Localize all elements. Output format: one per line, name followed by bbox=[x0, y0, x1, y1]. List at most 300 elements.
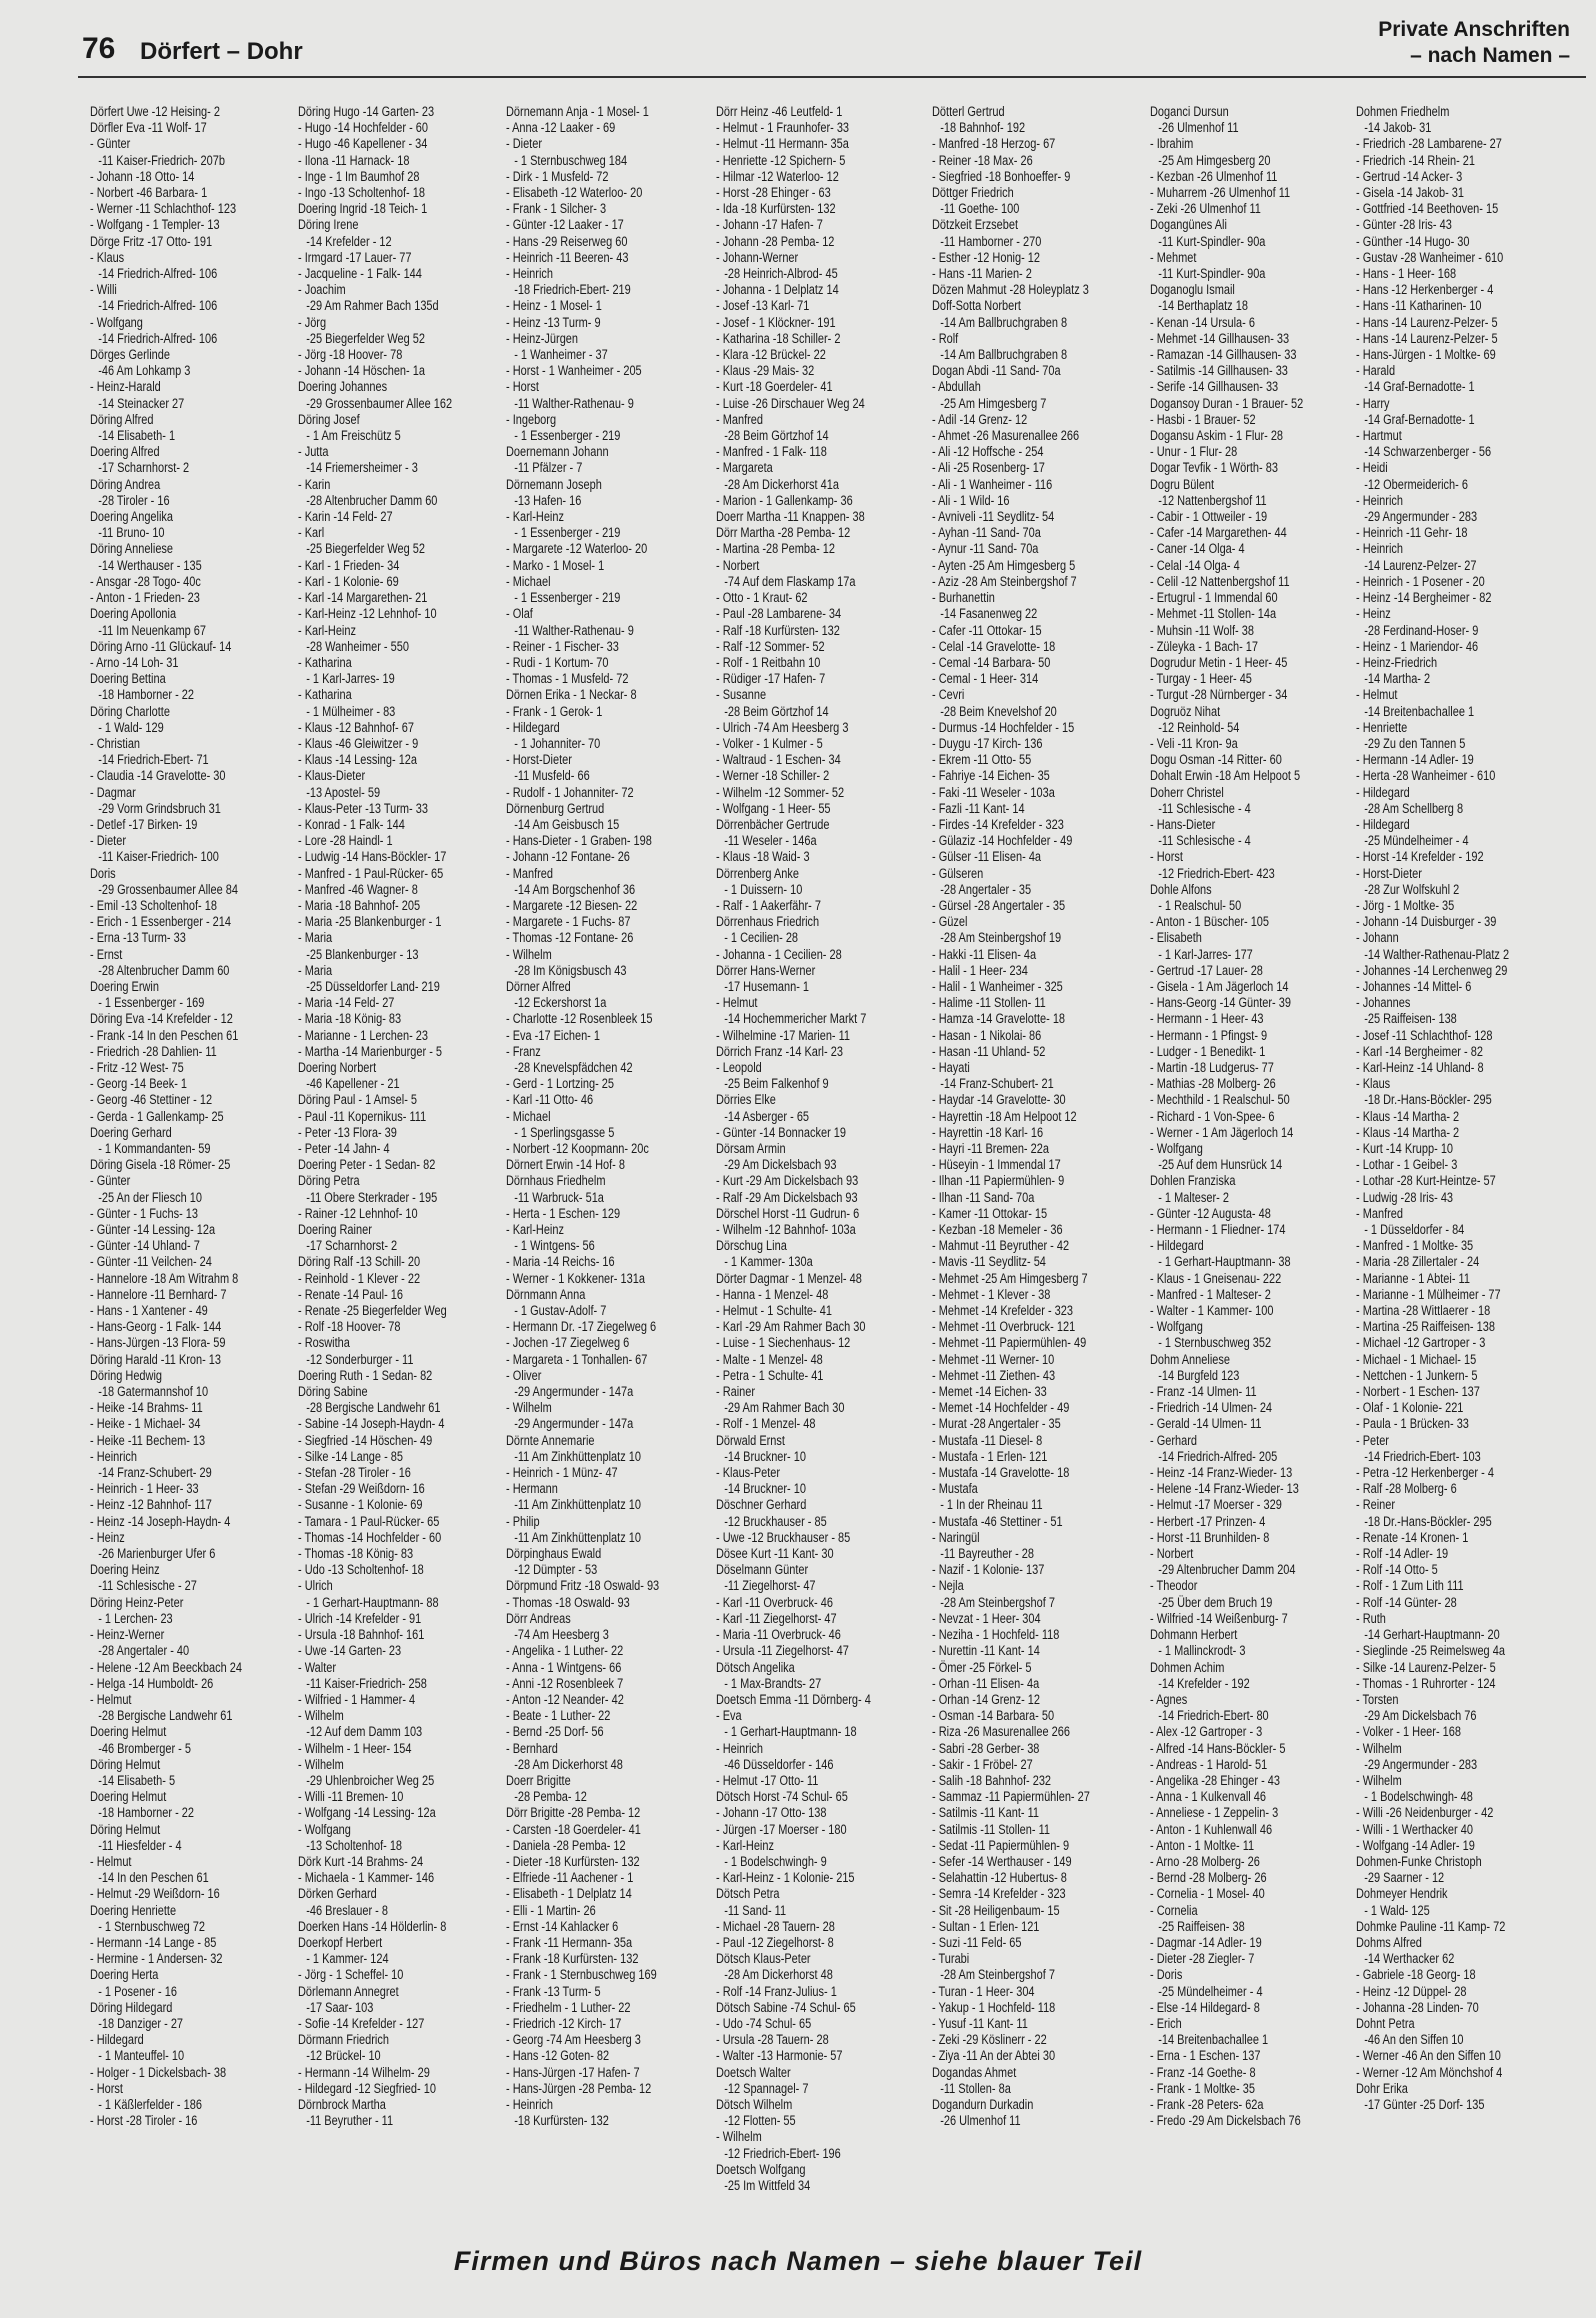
directory-entry: - Turgut -28 Nürnberger - 34 bbox=[1150, 687, 1288, 703]
directory-entry: - Mustafa - 1 Erlen- 121 bbox=[932, 1448, 1048, 1464]
directory-entry: - Horst -28 Tiroler - 16 bbox=[90, 2113, 198, 2129]
directory-entry: - Else -14 Hildegard- 8 bbox=[1150, 1999, 1260, 2015]
directory-entry: - Wilhelm bbox=[506, 1400, 552, 1416]
directory-entry: -28 Bergische Landwehr 61 bbox=[306, 1400, 441, 1416]
directory-entry: - Johannes bbox=[1356, 995, 1411, 1011]
directory-entry: -28 Zur Wolfskuhl 2 bbox=[1364, 881, 1460, 897]
directory-entry: Döring Hugo -14 Garten- 23 bbox=[298, 104, 435, 119]
directory-entry: -14 Krefelder - 12 bbox=[306, 233, 392, 249]
directory-entry: - Hugo -14 Hochfelder - 60 bbox=[298, 120, 429, 136]
directory-entry: -26 Marienburger Ufer 6 bbox=[98, 1546, 216, 1562]
directory-entry: - 1 Lerchen- 23 bbox=[98, 1610, 173, 1626]
directory-entry: - Heinz -14 Franz-Wieder- 13 bbox=[1150, 1465, 1293, 1481]
directory-entry: - 1 Käßlerfelder - 186 bbox=[98, 2096, 202, 2112]
directory-entry: - Ludwig -28 Iris- 43 bbox=[1356, 1189, 1454, 1205]
directory-entry: -12 Brückel- 10 bbox=[306, 2048, 381, 2064]
directory-entry: - Kurt -14 Krupp- 10 bbox=[1356, 1141, 1454, 1156]
directory-entry: Dörrenberg Anke bbox=[716, 865, 800, 881]
directory-column-3 bbox=[506, 104, 666, 2129]
directory-entry: - Arno -14 Loh- 31 bbox=[90, 654, 179, 670]
directory-entry: - Werner -18 Schiller- 2 bbox=[716, 768, 830, 784]
directory-entry: - Rolf - 1 Reitbahn 10 bbox=[716, 654, 821, 670]
directory-entry: - Kenan -14 Ursula- 6 bbox=[1150, 314, 1255, 330]
directory-entry: - 1 Kammer- 124 bbox=[306, 1951, 389, 1967]
directory-entry: - Semra -14 Krefelder - 323 bbox=[932, 1886, 1066, 1902]
directory-entry: - 1 Kommandanten- 59 bbox=[98, 1141, 211, 1156]
directory-entry: -28 Pemba- 12 bbox=[514, 1789, 587, 1805]
directory-entry: -11 Am Zinkhüttenplatz 10 bbox=[514, 1497, 641, 1513]
directory-entry: -11 Kurt-Spindler- 90a bbox=[1158, 266, 1266, 282]
directory-entry: - Jörg - 1 Scheffel- 10 bbox=[298, 1967, 404, 1983]
directory-entry: -14 Berthaplatz 18 bbox=[1158, 298, 1248, 314]
directory-entry: - Kurt -29 Am Dickelsbach 93 bbox=[716, 1173, 859, 1189]
directory-entry: -28 Am Dickerhorst 48 bbox=[514, 1756, 623, 1772]
directory-entry: - Hasan -11 Uhland- 52 bbox=[932, 1043, 1046, 1059]
directory-entry: Dörschel Horst -11 Gudrun- 6 bbox=[716, 1205, 860, 1221]
directory-entry: - Michael -12 Gartroper - 3 bbox=[1356, 1335, 1486, 1351]
directory-entry: - Horst-Dieter bbox=[506, 752, 572, 768]
directory-entry: - Turgay - 1 Heer- 45 bbox=[1150, 671, 1252, 687]
directory-entry: Dohmen-Funke Christoph bbox=[1356, 1853, 1482, 1869]
directory-entry: - Torsten bbox=[1356, 1691, 1399, 1707]
directory-entry: - Rolf -14 Günter- 28 bbox=[1356, 1594, 1457, 1610]
directory-entry: -46 An den Siffen 10 bbox=[1364, 2032, 1464, 2048]
directory-entry: - Günter -12 Augusta- 48 bbox=[1150, 1205, 1271, 1221]
directory-entry: - Manfred - 1 Moltke- 35 bbox=[1356, 1238, 1474, 1254]
directory-entry: - Halil - 1 Wanheimer - 325 bbox=[932, 978, 1063, 994]
directory-entry: - Karl -29 Am Rahmer Bach 30 bbox=[716, 1319, 866, 1335]
directory-entry: - Gustav -28 Wanheimer - 610 bbox=[1356, 249, 1504, 265]
directory-entry: - Jacqueline - 1 Falk- 144 bbox=[298, 266, 422, 282]
directory-entry: - Dagmar bbox=[90, 784, 136, 800]
directory-entry: - Ayhan -11 Sand- 70a bbox=[932, 525, 1041, 541]
directory-entry: - Mavis -11 Seydlitz- 54 bbox=[932, 1254, 1046, 1270]
directory-entry: - Manfred - 1 Falk- 118 bbox=[716, 444, 827, 460]
directory-entry: - Günter -14 Uhland- 7 bbox=[90, 1238, 200, 1254]
directory-entry: - Hans -29 Reiserweg 60 bbox=[506, 233, 628, 249]
directory-entry: - Wolfgang -14 Adler- 19 bbox=[1356, 1837, 1475, 1853]
directory-entry: -14 Krefelder - 192 bbox=[1158, 1675, 1250, 1691]
directory-entry: - Mehmet -14 Gillhausen- 33 bbox=[1150, 330, 1290, 346]
directory-entry: - Hans -11 Katharinen- 10 bbox=[1356, 298, 1482, 314]
directory-entry: - Siegfried -18 Bonhoeffer- 9 bbox=[932, 168, 1071, 184]
directory-entry: Dötsch Klaus-Peter bbox=[716, 1951, 811, 1967]
directory-entry: - Karl-Heinz -12 Lehnhof- 10 bbox=[298, 606, 437, 622]
directory-entry: -11 Hiesfelder - 4 bbox=[98, 1837, 182, 1853]
directory-entry: - Friedrich -28 Dahlien- 11 bbox=[90, 1043, 217, 1059]
directory-entry: Dogandurn Durkadin bbox=[932, 2096, 1034, 2112]
directory-entry: - Klaus -14 Martha- 2 bbox=[1356, 1108, 1460, 1124]
directory-entry: -25 Raiffeisen- 138 bbox=[1364, 1011, 1457, 1027]
directory-entry: - Walter -13 Harmonie- 57 bbox=[716, 2048, 843, 2064]
directory-entry: - Mustafa -46 Stettiner - 51 bbox=[932, 1513, 1063, 1529]
directory-entry: - 1 Mallinckrodt- 3 bbox=[1158, 1643, 1246, 1659]
directory-entry: -12 Nattenbergshof 11 bbox=[1158, 492, 1267, 508]
directory-entry: - Cabir - 1 Ottweiler - 19 bbox=[1150, 509, 1268, 525]
directory-entry: -28 Am Steinbergshof 7 bbox=[940, 1594, 1055, 1610]
directory-entry: - Jürgen -17 Moerser - 180 bbox=[716, 1821, 847, 1837]
directory-entry: -11 Schlesische - 4 bbox=[1158, 800, 1251, 816]
directory-entry: - Bernhard bbox=[506, 1740, 558, 1756]
directory-entry: - Nevzat - 1 Heer- 304 bbox=[932, 1610, 1041, 1626]
directory-entry: - Hanna - 1 Menzel- 48 bbox=[716, 1286, 829, 1302]
directory-entry: - Peter -14 Jahn- 4 bbox=[298, 1141, 390, 1156]
directory-entry: - Udo -74 Schul- 65 bbox=[716, 2015, 812, 2031]
directory-entry: -29 Vorm Grindsbruch 31 bbox=[98, 800, 221, 816]
directory-entry: -28 Bergische Landwehr 61 bbox=[98, 1708, 233, 1724]
directory-entry: - Franz -14 Goethe- 8 bbox=[1150, 2064, 1256, 2080]
directory-entry: - Karl-Heinz -14 Uhland- 8 bbox=[1356, 1059, 1484, 1075]
directory-entry: -14 Schwarzenberger - 56 bbox=[1364, 444, 1492, 460]
directory-entry: - Heinrich bbox=[1356, 492, 1403, 508]
directory-entry: - Ömer -25 Förkel- 5 bbox=[932, 1659, 1032, 1675]
directory-entry: - Claudia -14 Gravelotte- 30 bbox=[90, 768, 226, 784]
directory-entry: - Heike -11 Bechem- 13 bbox=[90, 1432, 206, 1448]
directory-entry: - Stefan -28 Tiroler - 16 bbox=[298, 1465, 411, 1481]
page-title: Dörfert – Dohr bbox=[140, 38, 303, 65]
directory-entry: - Heike -14 Brahms- 11 bbox=[90, 1400, 203, 1416]
directory-entry: - Heinz bbox=[1356, 606, 1391, 622]
directory-entry: Dogangünes Ali bbox=[1150, 217, 1227, 233]
directory-entry: Döring Petra bbox=[298, 1173, 360, 1189]
directory-entry: - Hayati bbox=[932, 1059, 970, 1075]
directory-entry: Dohlen Franziska bbox=[1150, 1173, 1236, 1189]
directory-entry: - Lore -28 Haindl- 1 bbox=[298, 833, 393, 849]
directory-entry: - Wilhelm -12 Sommer- 52 bbox=[716, 784, 845, 800]
directory-entry: - Ibrahim bbox=[1150, 136, 1194, 152]
directory-entry: - Faki -11 Weseler - 103a bbox=[932, 784, 1055, 800]
directory-entry: - Ilona -11 Harnack- 18 bbox=[298, 152, 410, 168]
directory-entry: -12 Bruckhauser - 85 bbox=[724, 1513, 827, 1529]
directory-entry: - Kamer -11 Ottokar- 15 bbox=[932, 1205, 1048, 1221]
directory-entry: - Veli -11 Kron- 9a bbox=[1150, 735, 1238, 751]
directory-entry: - 1 Bodelschwingh- 48 bbox=[1364, 1789, 1473, 1805]
directory-entry: - Heinz-Werner bbox=[90, 1627, 165, 1643]
directory-entry: - 1 Gerhart-Hauptmann- 38 bbox=[1158, 1254, 1291, 1270]
directory-entry: Dörnmann Anna bbox=[506, 1286, 586, 1302]
directory-entry: - Aynur -11 Sand- 70a bbox=[932, 541, 1039, 557]
directory-entry: Dohle Alfons bbox=[1150, 881, 1212, 897]
directory-entry: - Gertrud -14 Acker- 3 bbox=[1356, 168, 1463, 184]
directory-entry: - Ursula -11 Ziegelhorst- 47 bbox=[716, 1643, 849, 1659]
directory-entry: - Aziz -28 Am Steinbergshof 7 bbox=[932, 573, 1077, 589]
directory-entry: - Margareta bbox=[716, 460, 773, 476]
directory-entry: - Hans -11 Marien- 2 bbox=[932, 266, 1032, 282]
directory-entry: Dörnte Annemarie bbox=[506, 1432, 595, 1448]
directory-entry: -12 Flotten- 55 bbox=[724, 2113, 796, 2129]
directory-entry: -46 Kapellener - 21 bbox=[306, 1076, 400, 1092]
directory-entry: -14 Friemersheimer - 3 bbox=[306, 460, 418, 476]
directory-entry: - Hamza -14 Gravelotte- 18 bbox=[932, 1011, 1066, 1027]
directory-entry: Dörken Gerhard bbox=[298, 1886, 377, 1902]
directory-entry: - Frank - 1 Sternbuschweg 169 bbox=[506, 1967, 657, 1983]
directory-entry: - Hüseyin - 1 Immendal 17 bbox=[932, 1157, 1061, 1173]
directory-entry: - Wolfgang bbox=[90, 314, 143, 330]
directory-entry: - Angelika -28 Ehinger - 43 bbox=[1150, 1772, 1281, 1788]
directory-entry: - Paul -28 Lambarene- 34 bbox=[716, 606, 842, 622]
directory-entry: - Fahriye -14 Eichen- 35 bbox=[932, 768, 1050, 784]
directory-entry: - Hans-Dieter - 1 Graben- 198 bbox=[506, 833, 652, 849]
directory-entry: - Heinrich bbox=[506, 266, 553, 282]
directory-entry: -14 Friedrich-Ebert- 80 bbox=[1158, 1708, 1269, 1724]
directory-entry: -12 Obermeiderich- 6 bbox=[1364, 476, 1468, 492]
directory-entry: - Hermann -14 Lange - 85 bbox=[90, 1934, 217, 1950]
directory-entry: -14 In den Peschen 61 bbox=[98, 1870, 209, 1886]
directory-entry: - Udo -13 Scholtenhof- 18 bbox=[298, 1562, 424, 1578]
directory-entry: - Ingeborg bbox=[506, 411, 557, 427]
directory-entry: Doering Helmut bbox=[90, 1789, 167, 1805]
directory-entry: - Günter bbox=[90, 136, 131, 152]
directory-entry: -28 Knevelspfädchen 42 bbox=[514, 1059, 633, 1075]
directory-entry: - Walter - 1 Kammer- 100 bbox=[1150, 1303, 1274, 1319]
directory-entry: - Johannes -14 Mittel- 6 bbox=[1356, 978, 1472, 994]
directory-entry: -29 Uhlenbroicher Weg 25 bbox=[306, 1772, 435, 1788]
directory-entry: - Hans -12 Goten- 82 bbox=[506, 2048, 610, 2064]
directory-entry: - Eva bbox=[716, 1708, 742, 1724]
directory-column-6 bbox=[1150, 104, 1310, 2129]
directory-entry: - Helmut - 1 Fraunhofer- 33 bbox=[716, 120, 850, 136]
directory-entry: Dörnhaus Friedhelm bbox=[506, 1173, 606, 1189]
directory-entry: - Josef - 1 Klöckner- 191 bbox=[716, 314, 836, 330]
directory-entry: Doering Johannes bbox=[298, 379, 388, 395]
directory-entry: - Heinrich bbox=[716, 1740, 763, 1756]
directory-entry: -74 Am Heesberg 3 bbox=[514, 1627, 609, 1643]
directory-entry: - Heidi bbox=[1356, 460, 1388, 476]
directory-entry: - Paula - 1 Brücken- 33 bbox=[1356, 1416, 1469, 1432]
directory-entry: - Mahmut -11 Beyruther - 42 bbox=[932, 1238, 1070, 1254]
directory-entry: - 1 Manteuffel- 10 bbox=[98, 2048, 185, 2064]
directory-entry: - Thomas - 1 Musfeld- 72 bbox=[506, 671, 629, 687]
running-head-line2: – nach Namen – bbox=[1410, 44, 1570, 67]
directory-entry: -11 Hamborner - 270 bbox=[940, 233, 1042, 249]
directory-entry: - Uwe -12 Bruckhauser - 85 bbox=[716, 1529, 851, 1545]
directory-entry: - 1 Sperlingsgasse 5 bbox=[514, 1124, 615, 1140]
directory-entry: Dörrenhaus Friedrich bbox=[716, 914, 820, 930]
directory-entry: - 1 Kammer- 130a bbox=[724, 1254, 813, 1270]
directory-entry: - Maria bbox=[298, 962, 333, 978]
directory-entry: -11 Bruno- 10 bbox=[98, 525, 165, 541]
directory-entry: - Wilhelm bbox=[1356, 1772, 1402, 1788]
directory-entry: -14 Jakob- 31 bbox=[1364, 120, 1432, 136]
directory-entry: - Horst-Dieter bbox=[1356, 865, 1422, 881]
directory-entry: Dohmke Pauline -11 Kamp- 72 bbox=[1356, 1918, 1506, 1934]
directory-entry: - Celal -14 Olga- 4 bbox=[1150, 557, 1240, 573]
directory-column-4 bbox=[716, 104, 876, 2194]
directory-entry: - Hannelore -11 Bernhard- 7 bbox=[90, 1286, 227, 1302]
directory-entry: Dörnen Erika - 1 Neckar- 8 bbox=[506, 687, 637, 703]
directory-entry: - Günter -28 Iris- 43 bbox=[1356, 217, 1452, 233]
directory-entry: - Hans-Georg - 1 Falk- 144 bbox=[90, 1319, 222, 1335]
directory-entry: - Alex -12 Gartroper - 3 bbox=[1150, 1724, 1263, 1740]
directory-entry: - Hermann -14 Adler- 19 bbox=[1356, 752, 1474, 768]
directory-entry: - Wilhelmine -17 Marien- 11 bbox=[716, 1027, 851, 1043]
directory-entry: - Helene -14 Franz-Wieder- 13 bbox=[1150, 1481, 1299, 1497]
directory-entry: - Osman -14 Barbara- 50 bbox=[932, 1708, 1055, 1724]
directory-entry: - Duygu -17 Kirch- 136 bbox=[932, 735, 1043, 751]
directory-entry: -14 Elisabeth- 1 bbox=[98, 428, 176, 444]
directory-entry: -11 Kaiser-Friedrich- 100 bbox=[98, 849, 219, 865]
directory-entry: - Hermann - 1 Heer- 43 bbox=[1150, 1011, 1264, 1027]
directory-entry: -29 Am Rahmer Bach 30 bbox=[724, 1400, 845, 1416]
directory-entry: Döring Eva -14 Krefelder - 12 bbox=[90, 1011, 233, 1027]
directory-entry: - Horst -14 Krefelder - 192 bbox=[1356, 849, 1484, 865]
directory-entry: - Wilfried -14 Weißenburg- 7 bbox=[1150, 1610, 1288, 1626]
directory-entry: - Murat -28 Angertaler - 35 bbox=[932, 1416, 1061, 1432]
directory-entry: Döring Anneliese bbox=[90, 541, 174, 557]
directory-entry: - Günter -12 Laaker - 17 bbox=[506, 217, 624, 233]
directory-entry: - Wilhelm - 1 Heer- 154 bbox=[298, 1740, 412, 1756]
directory-entry: - Harry bbox=[1356, 395, 1390, 411]
directory-entry: -14 Laurenz-Pelzer- 27 bbox=[1364, 557, 1477, 573]
directory-entry: - Durmus -14 Hochfelder - 15 bbox=[932, 719, 1075, 735]
directory-entry: - Margarete - 1 Fuchs- 87 bbox=[506, 914, 631, 930]
directory-entry: - Heinrich bbox=[90, 1448, 137, 1464]
directory-entry: - Margarete -12 Biesen- 22 bbox=[506, 897, 638, 913]
directory-entry: Döring Gisela -18 Römer- 25 bbox=[90, 1157, 231, 1173]
directory-entry: Dohmen Achim bbox=[1150, 1659, 1225, 1675]
directory-entry: - Frank - 1 Moltke- 35 bbox=[1150, 2080, 1255, 2096]
directory-entry: - 1 Mülheimer - 83 bbox=[306, 703, 396, 719]
directory-entry: -11 Weseler - 146a bbox=[724, 833, 817, 849]
directory-entry: Dörr Brigitte -28 Pemba- 12 bbox=[506, 1805, 641, 1821]
directory-entry: -28 Am Dickerhorst 41a bbox=[724, 476, 839, 492]
directory-entry: - Rolf - 1 Zum Lith 111 bbox=[1356, 1578, 1464, 1594]
directory-entry: -12 Spannagel- 7 bbox=[724, 2080, 809, 2096]
directory-entry: - Thomas -18 König- 83 bbox=[298, 1546, 414, 1562]
directory-entry: -25 Biegerfelder Weg 52 bbox=[306, 541, 426, 557]
directory-entry: Döttger Friedrich bbox=[932, 185, 1014, 201]
directory-entry: - 1 Am Freischütz 5 bbox=[306, 428, 401, 444]
directory-entry: - Firdes -14 Krefelder - 323 bbox=[932, 816, 1064, 832]
directory-entry: - Helene -12 Am Beeckbach 24 bbox=[90, 1659, 242, 1675]
directory-entry: Dörnemann Anja - 1 Mosel- 1 bbox=[506, 104, 649, 119]
directory-entry: - Friedrich -14 Ulmen- 24 bbox=[1150, 1400, 1273, 1416]
directory-entry: - Sedat -11 Papiermühlen- 9 bbox=[932, 1837, 1070, 1853]
directory-entry: -18 Hamborner - 22 bbox=[98, 1805, 195, 1821]
directory-entry: - Petra - 1 Schulte- 41 bbox=[716, 1367, 824, 1383]
directory-entry: Dörries Elke bbox=[716, 1092, 776, 1108]
directory-entry: - Maria -25 Blankenburger - 1 bbox=[298, 914, 442, 930]
directory-entry: - Walter bbox=[298, 1659, 337, 1675]
directory-entry: Dohmen Friedhelm bbox=[1356, 104, 1450, 119]
directory-entry: Dogansoy Duran - 1 Brauer- 52 bbox=[1150, 395, 1304, 411]
directory-entry: Dörrenbächer Gertrude bbox=[716, 816, 830, 832]
directory-entry: - Hans -14 Laurenz-Pelzer- 5 bbox=[1356, 330, 1498, 346]
directory-entry: - Sofie -14 Krefelder - 127 bbox=[298, 2015, 425, 2031]
directory-entry: -14 Friedrich-Alfred- 106 bbox=[98, 330, 218, 346]
directory-entry: - Hermann Dr. -17 Ziegelweg 6 bbox=[506, 1319, 657, 1335]
directory-entry: - Herbert -17 Prinzen- 4 bbox=[1150, 1513, 1266, 1529]
directory-entry: -28 Beim Görtzhof 14 bbox=[724, 428, 829, 444]
directory-entry: Dötsch Wilhelm bbox=[716, 2096, 793, 2112]
directory-entry: -14 Elisabeth- 5 bbox=[98, 1772, 176, 1788]
directory-entry: -17 Saar- 103 bbox=[306, 1999, 374, 2015]
directory-entry: - Eva -17 Eichen- 1 bbox=[506, 1027, 600, 1043]
directory-entry: -14 Werthauser - 135 bbox=[98, 557, 202, 573]
directory-entry: - Ralf -12 Sommer- 52 bbox=[716, 638, 825, 654]
directory-entry: - 1 Cecilien- 28 bbox=[724, 930, 799, 946]
directory-entry: -28 Angertaler - 35 bbox=[940, 881, 1032, 897]
directory-entry: - Karl-Heinz bbox=[506, 1222, 564, 1238]
directory-entry: -14 Graf-Bernadotte- 1 bbox=[1364, 411, 1475, 427]
directory-entry: - Rolf -18 Hoover- 78 bbox=[298, 1319, 401, 1335]
directory-entry: - Johann-Werner bbox=[716, 249, 799, 265]
directory-entry: -25 Am Himgesberg 20 bbox=[1158, 152, 1271, 168]
directory-entry: - Reiner bbox=[1356, 1497, 1396, 1513]
directory-entry: Doering Peter - 1 Sedan- 82 bbox=[298, 1157, 436, 1173]
directory-entry: - Satilmis -11 Stollen- 11 bbox=[932, 1821, 1050, 1837]
directory-entry: Döschner Gerhard bbox=[716, 1497, 807, 1513]
directory-entry: - Jörg - 1 Moltke- 35 bbox=[1356, 897, 1455, 913]
directory-entry: -14 Friedrich-Alfred- 106 bbox=[98, 266, 218, 282]
directory-entry: - Maria -18 Bahnhof- 205 bbox=[298, 897, 421, 913]
directory-entry: - Johann -14 Duisburger - 39 bbox=[1356, 914, 1497, 930]
directory-entry: -28 Beim Knevelshof 20 bbox=[940, 703, 1057, 719]
directory-entry: - Heinrich - 1 Posener - 20 bbox=[1356, 573, 1485, 589]
directory-entry: - Hermann - 1 Fliedner- 174 bbox=[1150, 1222, 1286, 1238]
footer-note: Firmen und Büros nach Namen – siehe blauer Teil bbox=[453, 2246, 1143, 2276]
directory-entry: - Hildegard bbox=[506, 719, 560, 735]
directory-entry: - Herta - 1 Eschen- 129 bbox=[506, 1205, 621, 1221]
directory-entry: - Mustafa bbox=[932, 1481, 978, 1497]
directory-entry: - Ida -18 Kurfürsten- 132 bbox=[716, 201, 836, 217]
directory-entry: Dötsch Horst -74 Schul- 65 bbox=[716, 1789, 848, 1805]
directory-entry: - Gerd - 1 Lortzing- 25 bbox=[506, 1076, 615, 1092]
directory-entry: - Frank -11 Hermann- 35a bbox=[506, 1934, 633, 1950]
directory-entry: - Karl -14 Bergheimer - 82 bbox=[1356, 1043, 1483, 1059]
directory-entry: - Manfred bbox=[1356, 1205, 1403, 1221]
directory-entry: Doering Gerhard bbox=[90, 1124, 172, 1140]
directory-entry: -29 Angermunder - 283 bbox=[1364, 509, 1478, 525]
directory-entry: -14 Walther-Rathenau-Platz 2 bbox=[1364, 946, 1510, 962]
directory-entry: - Johann -17 Otto- 138 bbox=[716, 1805, 827, 1821]
directory-entry: -25 Düsseldorfer Land- 219 bbox=[306, 978, 440, 994]
directory-entry: - 1 Gerhart-Hauptmann- 88 bbox=[306, 1594, 439, 1610]
directory-entry: -17 Scharnhorst- 2 bbox=[98, 460, 190, 476]
directory-entry: - Joachim bbox=[298, 282, 346, 298]
directory-entry: - Norbert bbox=[1150, 1546, 1194, 1562]
directory-entry: - Ralf -29 Am Dickelsbach 93 bbox=[716, 1189, 858, 1205]
directory-entry: -14 Fasanenweg 22 bbox=[940, 606, 1038, 622]
directory-entry: - Werner -11 Schlachthof- 123 bbox=[90, 201, 237, 217]
directory-entry: - Selahattin -12 Hubertus- 8 bbox=[932, 1870, 1067, 1886]
directory-entry: - 1 Johanniter- 70 bbox=[514, 735, 601, 751]
directory-entry: - Rainer bbox=[716, 1384, 756, 1400]
directory-entry: - Kurt -18 Goerdeler- 41 bbox=[716, 379, 833, 395]
directory-entry: - Hayrettin -18 Karl- 16 bbox=[932, 1124, 1044, 1140]
directory-entry: - Rainer -12 Lehnhof- 10 bbox=[298, 1205, 418, 1221]
directory-entry: - Josef -11 Schlachthof- 128 bbox=[1356, 1027, 1493, 1043]
directory-entry: - Frank -13 Turm- 5 bbox=[506, 1983, 601, 1999]
directory-entry: - 1 Duissern- 10 bbox=[724, 881, 803, 897]
directory-entry: - Werner -12 Am Mönchshof 4 bbox=[1356, 2064, 1503, 2080]
directory-entry: -11 Bayreuther - 28 bbox=[940, 1546, 1035, 1562]
directory-entry: Dörnemann Joseph bbox=[506, 476, 602, 492]
directory-entry: - Gabriele -18 Georg- 18 bbox=[1356, 1967, 1476, 1983]
directory-entry: Döring Alfred bbox=[90, 411, 154, 427]
directory-entry: -25 Im Wittfeld 34 bbox=[724, 2178, 811, 2193]
directory-entry: - Maria -18 König- 83 bbox=[298, 1011, 402, 1027]
directory-entry: - Karl -11 Otto- 46 bbox=[506, 1092, 594, 1108]
directory-entry: - Wolfgang -14 Lessing- 12a bbox=[298, 1805, 436, 1821]
directory-entry: - Heinz-Friedrich bbox=[1356, 654, 1438, 670]
directory-entry: Dogar Tevfik - 1 Wörth- 83 bbox=[1150, 460, 1278, 476]
directory-entry: - Heinz bbox=[90, 1529, 125, 1545]
directory-entry: - Adil -14 Grenz- 12 bbox=[932, 411, 1028, 427]
directory-entry: - Josef -13 Karl- 71 bbox=[716, 298, 810, 314]
directory-entry: -18 Danziger - 27 bbox=[98, 2015, 184, 2031]
directory-entry: - Anna - 1 Kulkenvall 46 bbox=[1150, 1789, 1266, 1805]
